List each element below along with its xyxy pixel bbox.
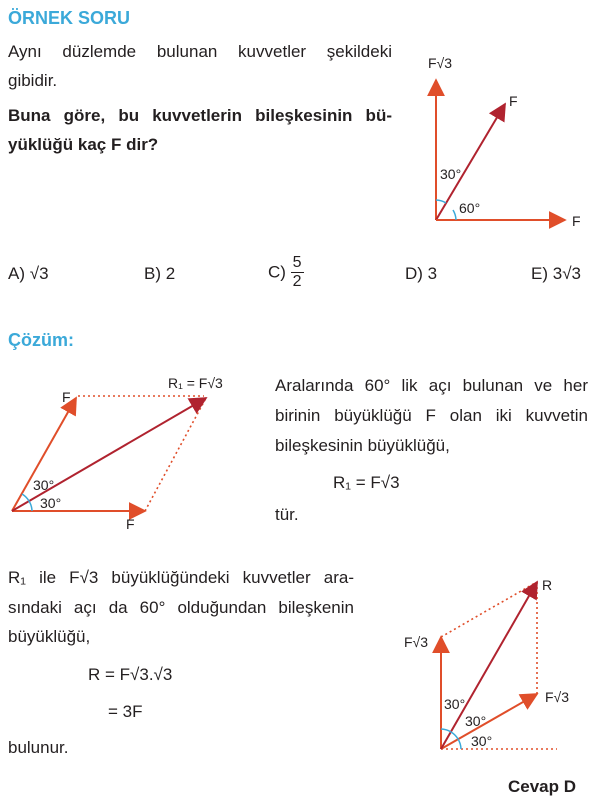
label-angle-upper: 30°	[33, 477, 55, 493]
resultant-arrow-r	[441, 582, 537, 749]
label-angle-lower: 30°	[40, 495, 62, 511]
solution-p2-line-2: sındaki açı da 60° olduğundan bileşkenin	[8, 598, 354, 617]
label-force-diagonal: F	[509, 93, 518, 109]
parallelogram-diagram	[0, 366, 250, 536]
option-c	[268, 254, 304, 291]
label-r: R	[542, 577, 553, 593]
solution-p2-end: bulunur.	[8, 738, 69, 757]
option-c-letter: C)	[268, 262, 291, 282]
second-parallelogram-diagram	[395, 566, 594, 762]
label-f-upper: F	[62, 389, 71, 405]
option-c-fraction	[291, 254, 304, 291]
angle-arc-30	[436, 200, 446, 203]
solution-p1-line-2: birinin büyüklüğü F olan iki kuvvetin	[275, 406, 588, 425]
label-angle-c: 30°	[471, 733, 493, 749]
option-a-value: √3	[29, 264, 49, 283]
question-force-diagram	[400, 48, 594, 238]
option-d: D) 3	[405, 264, 438, 283]
solution-p1-line-1: Aralarında 60° lik açı bulunan ve her	[275, 376, 588, 395]
question-line-1: Aynı düzlemde bulunan kuvvetler şekildeki	[8, 42, 392, 61]
angle-arc-b	[451, 732, 458, 739]
label-angle-a: 30°	[444, 696, 466, 712]
label-angle-30: 30°	[440, 166, 462, 182]
label-angle-60: 60°	[459, 200, 481, 216]
label-force-top: F√3	[428, 55, 453, 71]
fraction-denominator: 2	[292, 273, 302, 290]
label-right-force: F√3	[545, 689, 570, 705]
solution-heading: Çözüm:	[8, 330, 74, 350]
solution-p2-line-3: büyüklüğü,	[8, 627, 91, 646]
example-heading: ÖRNEK SORU	[8, 8, 131, 28]
answer-label: Cevap D	[508, 777, 577, 796]
question-line-2: gibidir.	[8, 71, 58, 90]
angle-arc-c	[458, 739, 461, 749]
label-r1: R₁ = F√3	[168, 375, 223, 391]
option-e-value: 3√3	[552, 264, 581, 283]
angle-arc-lower	[29, 501, 32, 511]
angle-arc-60	[453, 210, 456, 220]
option-a	[8, 264, 49, 284]
option-b: B) 2	[144, 264, 176, 283]
label-angle-b: 30°	[465, 713, 487, 729]
question-bold-line-1: Buna göre, bu kuvvetlerin bileşkesinin bü-	[8, 106, 392, 125]
formula-r: R = F√3.√3	[88, 665, 173, 684]
label-left-force: F√3	[404, 634, 429, 650]
fraction-numerator: 5	[292, 254, 302, 271]
solution-p1-end: tür.	[275, 505, 299, 524]
angle-arc-a	[441, 729, 451, 732]
label-force-right: F	[572, 213, 581, 229]
option-a-letter: A)	[8, 264, 30, 283]
question-bold-line-2: yüklüğü kaç F dir?	[8, 135, 159, 154]
formula-r1: R₁ = F√3	[333, 473, 400, 492]
option-e-letter: E)	[531, 264, 553, 283]
solution-p2-line-1: R₁ ile F√3 büyüklüğündeki kuvvetler ara-	[8, 568, 354, 587]
formula-result: = 3F	[108, 702, 143, 721]
solution-p1-line-3: bileşkesinin büyüklüğü,	[275, 436, 450, 455]
option-e	[531, 264, 581, 284]
label-f-lower: F	[126, 516, 135, 532]
angle-arc-upper	[22, 494, 29, 501]
